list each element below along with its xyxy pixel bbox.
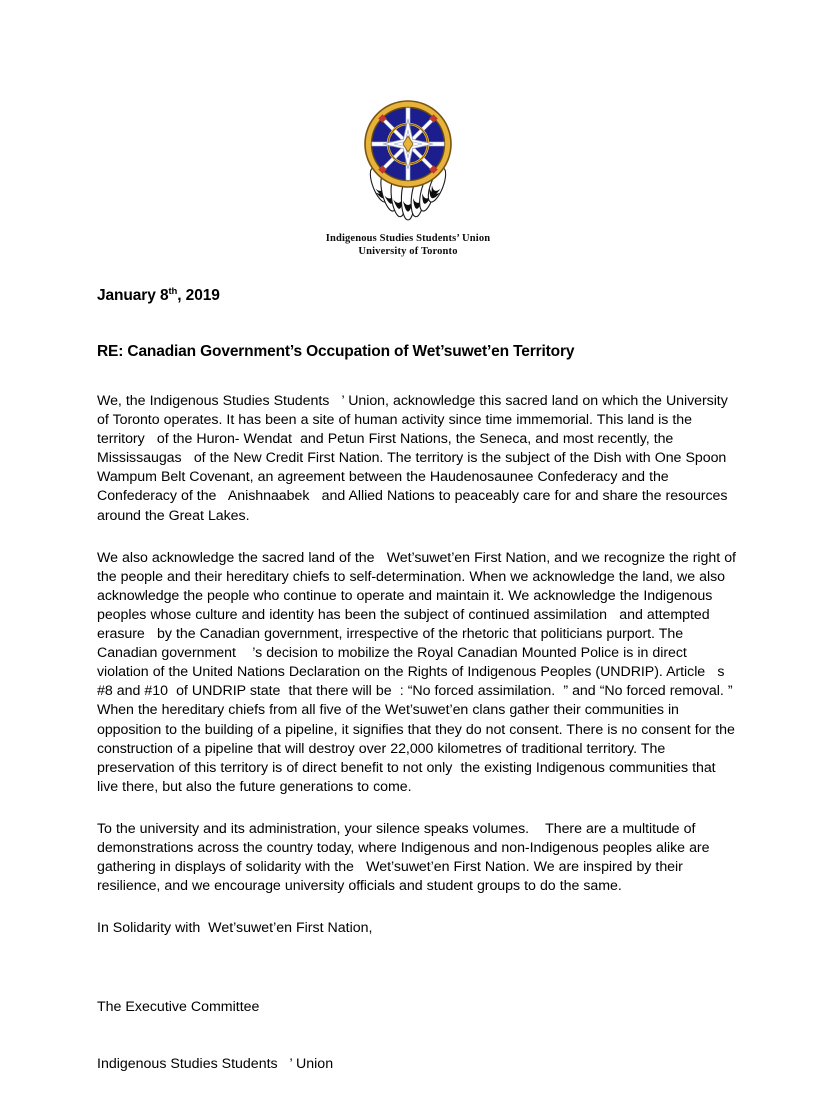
organization-name bbox=[326, 232, 491, 258]
letter-paragraph-2: We also acknowledge the sacred land of the Wet’suwet’en First Nation, and we recognize the right of the people and their hereditary chiefs to self-determination. When we acknowledge the land, we also acknowledge the people who continue to operate and maintain it. We acknowledge the Indigenous peoples whose culture and identity has been the subject of continued assimilation and attempted erasure by the Canadian government, irrespective of the rhetoric that politicians purport. The Canadian government ’s decision to mobilize the Royal Canadian Mounted Police is in direct violation of the United Nations Declaration on the Rights of Indigenous Peoples (UNDRIP). Article s #8 and #10 of UNDRIP state that there will be : “No forced assimilation. ” and “No forced removal. ” When the hereditary chiefs from all five of the Wet’suwet’en clans gather their communities in opposition to the building of a pipeline, it signifies that they do not consent. There is no consent for the construction of a pipeline that will destroy over 22,000 kilometres of traditional territory. The preservation of this territory is of direct benefit to not only the existing Indigenous communities that live there, but also the future generations to come. bbox=[97, 549, 741, 795]
letter-signature bbox=[97, 959, 738, 1112]
letterhead bbox=[0, 98, 816, 258]
signature-line-1: The Executive Committee bbox=[97, 998, 260, 1015]
date-year: , 2019 bbox=[177, 287, 220, 304]
org-line-2: University of Toronto bbox=[358, 246, 458, 257]
letter-date bbox=[97, 286, 738, 306]
dreamcatcher-medicine-wheel-logo bbox=[356, 98, 460, 221]
letter-subject-line: RE: Canadian Government’s Occupation of Wet’suwet’en Territory bbox=[97, 343, 575, 360]
signature-line-2: Indigenous Studies Students ’ Union bbox=[97, 1055, 334, 1072]
letter-paragraph-3: To the university and its administration, your silence speaks volumes. There are a multitude of demonstrations across the country today, where Indigenous and non-Indigenous peoples alike are gathering in displays of solidarity with the Wet’suwet’en First Nation. We are inspired by their resilience, and we encourage university officials and student groups to do the same. bbox=[97, 820, 714, 895]
letter-closing: In Solidarity with Wet’suwet’en First Nation, bbox=[97, 920, 373, 937]
letter-paragraph-1: We, the Indigenous Studies Students ’ Union, acknowledge this sacred land on which the University of Toronto operates. It has been a site of human activity since time immemorial. This land is the territory of the Huron- Wendat and Petun First Nations, the Seneca, and most recently, the Mississaugas of the New Credit First Nation. The territory is the subject of the Dish with One Spoon Wampum Belt Covenant, an agreement between the Haudenosaunee Confederacy and the Confederacy of the Anishnaabek and Allied Nations to peaceably care for and share the resources around the Great Lakes. bbox=[97, 393, 732, 524]
date-prefix: January 8 bbox=[97, 287, 169, 304]
org-line-1: Indigenous Studies Students’ Union bbox=[325, 233, 491, 244]
letter-body bbox=[97, 285, 741, 1112]
date-ordinal-suffix: th bbox=[168, 285, 178, 297]
